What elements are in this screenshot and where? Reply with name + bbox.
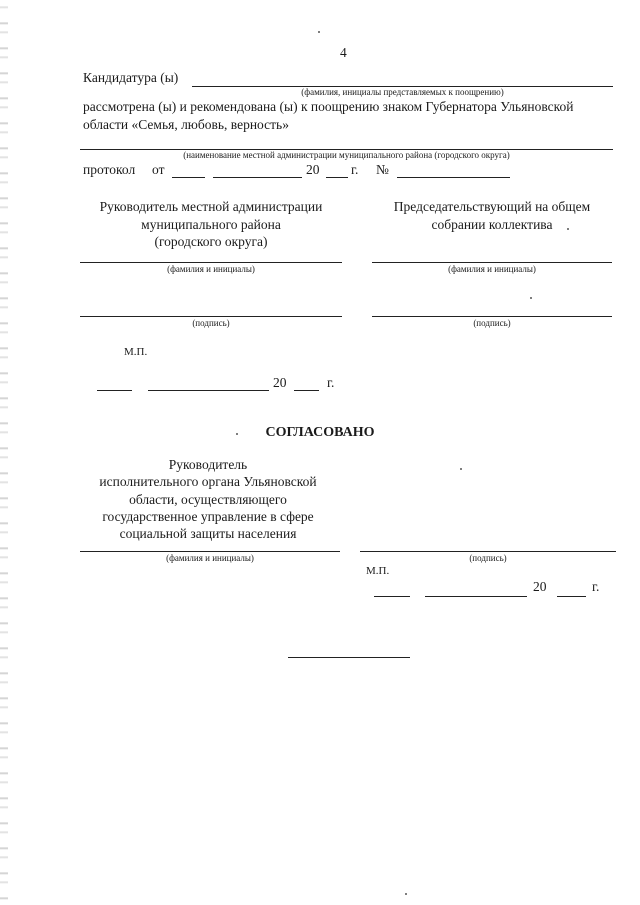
exec-head-line4: государственное управление в сфере <box>102 508 314 524</box>
protocol-number-label: № <box>376 162 389 177</box>
exec-head-line5: социальной защиты населения <box>119 526 297 542</box>
local-admin-fio-line[interactable] <box>80 262 342 263</box>
exec-head-line3: области, осуществляющего <box>129 491 287 507</box>
protocol-month-field[interactable] <box>213 177 302 178</box>
meeting-chair-line1: Председательствующий на общем <box>393 199 591 214</box>
meeting-chair-line2: собрании коллектива <box>431 216 553 232</box>
local-admin-head-line3: (городского округа) <box>154 234 268 249</box>
local-admin-head-line1: Руководитель местной администрации <box>99 199 323 214</box>
recommend-text-line2: области «Семья, любовь, верность» <box>83 117 289 132</box>
local-admin-fio-caption: (фамилия и инициалы) <box>167 264 255 274</box>
recommend-text-line1: рассмотрена (ы) и рекомендована (ы) к поощрению знаком Губернатора Ульяновской <box>83 99 574 114</box>
date-year-suffix: г. <box>327 375 335 390</box>
exec-head-fio-caption: (фамилия и инициалы) <box>166 553 254 563</box>
approval-date-year-field[interactable] <box>557 596 586 597</box>
candidate-label: Кандидатура (ы) <box>83 70 179 85</box>
meeting-chair-sign-caption: (подпись) <box>473 318 511 328</box>
approval-date-day-field[interactable] <box>374 596 410 597</box>
exec-head-sign-caption: (подпись) <box>469 553 507 563</box>
protocol-year-field[interactable] <box>326 177 348 178</box>
scan-edge-marks <box>0 0 8 905</box>
date-year-prefix: 20 <box>273 375 287 390</box>
scan-speck <box>530 297 532 299</box>
local-admin-head-title <box>80 198 342 251</box>
protocol-year-prefix: 20 <box>306 162 320 177</box>
admin-caption: (наименование местной администрации муниципального района (городского округа) <box>183 150 510 160</box>
date-year-field[interactable] <box>294 390 319 391</box>
protocol-label: протокол <box>83 162 136 177</box>
approval-date-year-suffix: г. <box>592 579 600 594</box>
scan-speck <box>318 31 320 33</box>
scan-speck <box>405 893 407 895</box>
exec-head-fio-line[interactable] <box>80 551 340 552</box>
protocol-from-label: от <box>152 162 165 177</box>
exec-authority-head-title <box>83 456 333 542</box>
exec-head-line2: исполнительного органа Ульяновской <box>99 474 317 490</box>
local-admin-head-line2: муниципального района <box>141 216 281 232</box>
meeting-chair-fio-line[interactable] <box>372 262 612 263</box>
meeting-chair-fio-caption: (фамилия и инициалы) <box>448 264 536 274</box>
exec-head-sign-line[interactable] <box>360 551 616 552</box>
local-admin-sign-line[interactable] <box>80 316 342 317</box>
meeting-chair-title <box>372 198 612 233</box>
exec-head-line1: Руководитель <box>168 457 248 472</box>
scan-speck <box>460 468 462 470</box>
candidate-caption: (фамилия, инициалы представляемых к поощрению) <box>301 87 504 97</box>
meeting-chair-sign-line[interactable] <box>372 316 612 317</box>
date-day-field[interactable] <box>97 390 132 391</box>
scan-speck <box>236 433 238 435</box>
local-admin-sign-caption: (подпись) <box>192 318 230 328</box>
scan-speck <box>567 228 569 230</box>
document-end-rule <box>288 657 410 658</box>
stamp-place-label: М.П. <box>124 346 148 358</box>
protocol-day-field[interactable] <box>172 177 205 178</box>
approval-date-year-prefix: 20 <box>533 579 547 594</box>
approved-heading: СОГЛАСОВАНО <box>265 425 375 440</box>
page-number: 4 <box>340 45 347 60</box>
protocol-number-field[interactable] <box>397 177 510 178</box>
date-month-field[interactable] <box>148 390 269 391</box>
stamp-place-label-2: М.П. <box>366 565 390 577</box>
approval-date-month-field[interactable] <box>425 596 527 597</box>
protocol-year-suffix: г. <box>351 162 359 177</box>
